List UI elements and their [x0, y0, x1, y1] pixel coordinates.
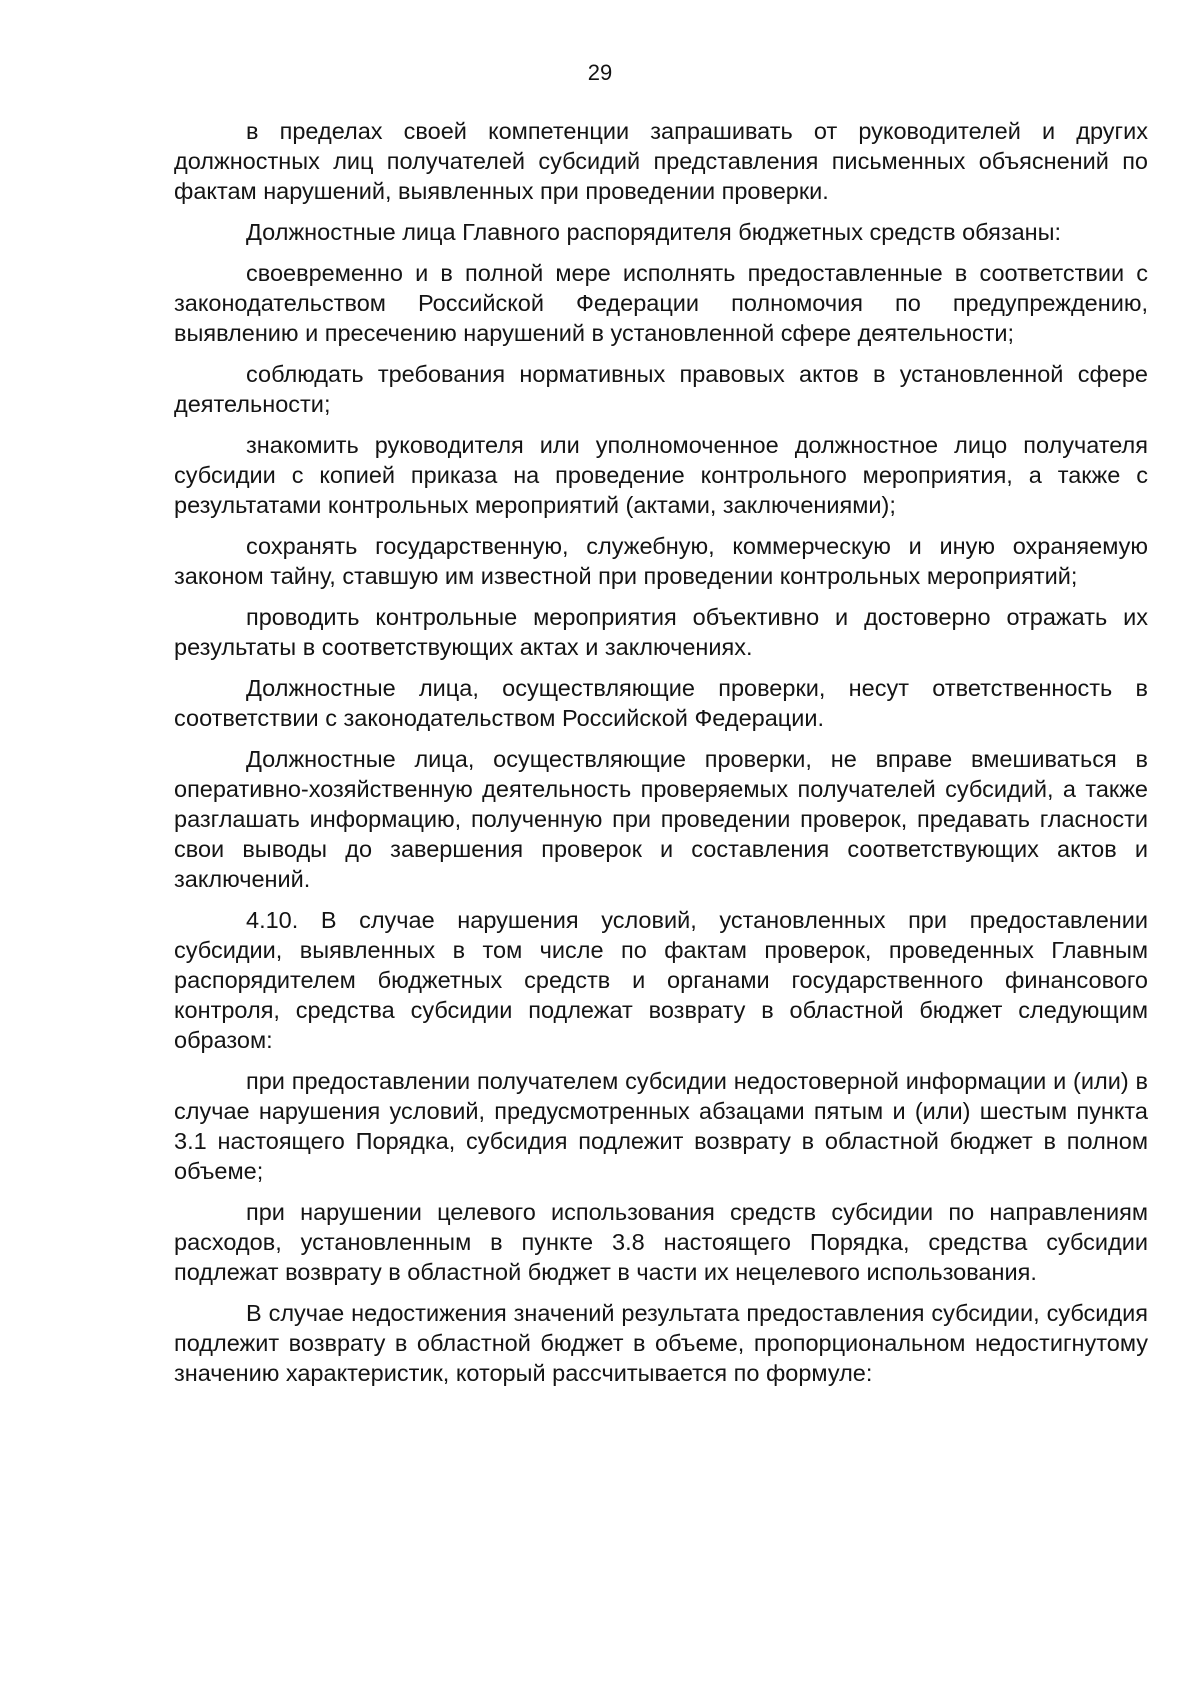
- paragraph: Должностные лица Главного распорядителя бюджетных средств обязаны:: [246, 219, 1062, 245]
- document-body: [174, 116, 1148, 1399]
- paragraph: знакомить руководителя или уполномоченное должностное лицо получателя субсидии с копией приказа на проведение контрольного мероприятия, а также с результатами контрольных мероприятий (актами, заключениями);: [174, 432, 1148, 518]
- paragraph: соблюдать требования нормативных правовых актов в установленной сфере деятельности;: [174, 361, 1148, 417]
- paragraph: Должностные лица, осуществляющие проверки, несут ответственность в соответствии с законодательством Российской Федерации.: [174, 675, 1148, 731]
- paragraph: В случае недостижения значений результата предоставления субсидии, субсидия подлежит возврату в областной бюджет в объеме, пропорциональном недостигнутому значению характеристик, который рассчитывается по формуле:: [174, 1300, 1148, 1386]
- paragraph: сохранять государственную, служебную, коммерческую и иную охраняемую законом тайну, ставшую им известной при проведении контрольных мероприятий;: [174, 533, 1148, 589]
- paragraph: Должностные лица, осуществляющие проверки, не вправе вмешиваться в оперативно-хозяйственную деятельность проверяемых получателей субсидий, а также разглашать информацию, полученную при проведении проверок, предавать гласности свои выводы до завершения проверок и составления соответствующих актов и заключений.: [174, 746, 1148, 892]
- paragraph: своевременно и в полной мере исполнять предоставленные в соответствии с законодательством Российской Федерации полномочия по предупреждению, выявлению и пресечению нарушений в установленной сфере деятельности;: [174, 260, 1148, 346]
- page-number: 29: [587, 60, 613, 85]
- paragraph: при нарушении целевого использования средств субсидии по направлениям расходов, установленным в пункте 3.8 настоящего Порядка, средства субсидии подлежат возврату в областной бюджет в части их нецелевого использования.: [174, 1199, 1148, 1285]
- paragraph: 4.10. В случае нарушения условий, установленных при предоставлении субсидии, выявленных в том числе по фактам проверок, проведенных Главным распорядителем бюджетных средств и органами государственного финансового контроля, средства субсидии подлежат возврату в областной бюджет следующим образом:: [174, 907, 1148, 1053]
- paragraph: в пределах своей компетенции запрашивать от руководителей и других должностных лиц получателей субсидий представления письменных объяснений по фактам нарушений, выявленных при проведении проверки.: [174, 118, 1148, 204]
- paragraph: проводить контрольные мероприятия объективно и достоверно отражать их результаты в соответствующих актах и заключениях.: [174, 604, 1148, 660]
- paragraph: при предоставлении получателем субсидии недостоверной информации и (или) в случае нарушения условий, предусмотренных абзацами пятым и (или) шестым пункта 3.1 настоящего Порядка, субсидия подлежит возврату в областной бюджет в полном объеме;: [174, 1068, 1148, 1184]
